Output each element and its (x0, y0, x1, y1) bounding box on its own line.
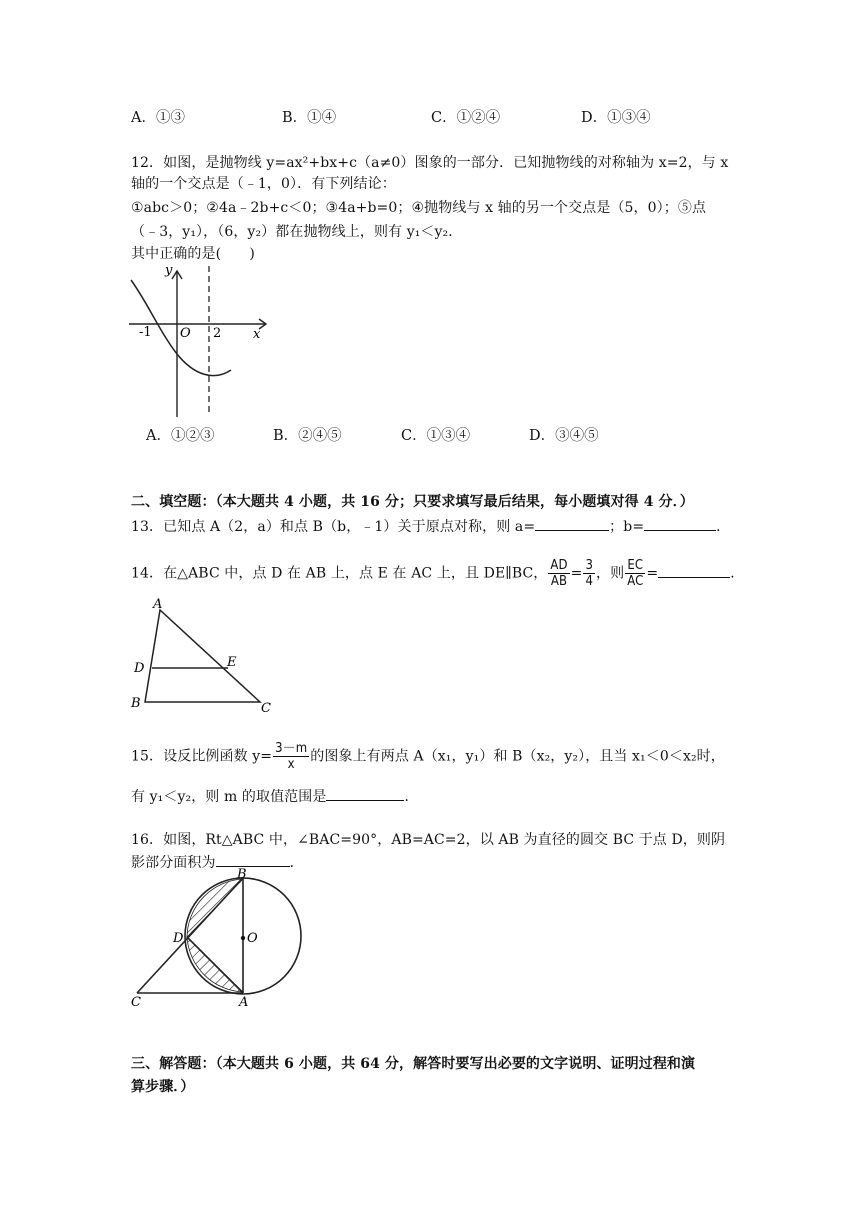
q11-choice-c: C．①②④ (431, 110, 501, 126)
q14-frac1-den: AB (550, 574, 568, 589)
parabola-figure (125, 262, 275, 422)
label-d: D (134, 661, 145, 676)
label-b: B (131, 696, 141, 711)
q15-line2-text: 有 y₁＜y₂，则 m 的取值范围是 (131, 789, 327, 805)
segment-cb (137, 878, 243, 993)
triangle-figure (125, 596, 275, 716)
q13 (131, 516, 730, 536)
section3-heading-line1: 三、解答题：（本大题共 6 小题，共 64 分，解答时要写出必要的文字说明、证明过程和演 (131, 1056, 696, 1072)
q13-sep: ；b= (609, 519, 645, 535)
q15-frac-num: 3－m (275, 741, 308, 756)
q13-blank-b (644, 516, 716, 531)
q12-line3: ①abc＞0；②4a﹣2b+c＜0；③4a+b=0；④抛物线与 x 轴的另一个交点是（5，0）；⑤点 (131, 200, 707, 216)
q14-eq: = (570, 565, 583, 582)
q16-line2-text: 影部分面积为 (131, 855, 216, 871)
q14-mid: ，则 (596, 565, 625, 582)
q12-line1: 12．如图，是抛物线 y=ax²+bx+c（a≠0）图象的一部分．已知抛物线的对称轴为 x=2，与 x (131, 155, 729, 171)
q16-blank (216, 852, 290, 867)
circle-figure (125, 866, 305, 1010)
q13-blank-a (535, 516, 609, 531)
q14-fraction-ec-ac (625, 558, 645, 589)
q15-end: ． (404, 789, 419, 805)
q15-post: 的图象上有两点 A（x₁，y₁）和 B（x₂，y₂），且当 x₁＜0＜x₂时， (310, 748, 725, 765)
q14-frac3-num: EC (625, 558, 645, 574)
label-o: O (247, 931, 258, 946)
y-label: y (165, 263, 173, 278)
q12-choice-a: A．①②③ (146, 428, 215, 444)
center-point (241, 936, 245, 940)
two-label: 2 (213, 326, 222, 341)
q14-fraction-3-4 (583, 558, 595, 589)
label-e: E (227, 655, 237, 670)
q14-frac2-den: 4 (585, 574, 593, 589)
q14-fraction-ad-ab (548, 558, 569, 589)
q12-choice-b: B．②④⑤ (273, 428, 342, 444)
label-d2: D (173, 931, 184, 946)
q15-blank (326, 786, 404, 801)
q12-choice-c: C．①③④ (401, 428, 471, 444)
section3-heading-line2: 算步骤．） (131, 1079, 195, 1095)
q11-choice-b: B．①④ (282, 110, 337, 126)
label-a2: A (239, 995, 249, 1010)
q14-text: 14．在△ABC 中，点 D 在 AB 上，点 E 在 AC 上，且 DE∥BC， (131, 565, 548, 582)
section2-heading: 二、填空题：（本大题共 4 小题，共 16 分；只要求填写最后结果，每小题填对得 4 分．） (131, 494, 694, 510)
q14 (131, 558, 744, 589)
q12-choice-d: D．③④⑤ (529, 428, 599, 444)
q15-line2 (131, 786, 419, 806)
label-c2: C (131, 995, 141, 1010)
q16-line1: 16．如图，Rt△ABC 中，∠BAC=90°，AB=AC=2，以 AB 为直径的圆交 BC 于点 D，则阴 (131, 832, 726, 848)
q15-text: 15．设反比例函数 y= (131, 748, 273, 765)
q15-frac-den: x (287, 757, 295, 772)
q13-text: 13．已知点 A（2，a）和点 B（b，﹣1）关于原点对称，则 a= (131, 519, 536, 535)
triangle-abc (145, 610, 260, 702)
label-a: A (153, 597, 163, 612)
q12-line5: 其中正确的是( ) (131, 246, 255, 262)
label-c: C (261, 701, 271, 716)
x-label: x (253, 327, 261, 342)
q13-end: ． (716, 519, 731, 535)
origin-label: O (180, 326, 191, 341)
q15-fraction (273, 741, 309, 772)
q14-frac1-num: AD (550, 558, 568, 573)
q12-line4: （﹣3，y₁），（6，y₂）都在抛物线上，则有 y₁＜y₂． (131, 224, 463, 240)
q14-end: ． (730, 565, 745, 582)
segment-da (187, 937, 243, 993)
q14-eq2: = (646, 565, 659, 582)
q14-frac2-num: 3 (585, 558, 593, 573)
q11-choice-d: D．①③④ (581, 110, 651, 126)
label-b2: B (237, 867, 247, 882)
q12-line2: 轴的一个交点是（﹣1，0）．有下列结论： (131, 176, 396, 192)
minus-one-label: -1 (139, 325, 152, 340)
q16-end: ． (289, 855, 304, 871)
q14-blank (658, 563, 730, 578)
q15-line1 (131, 741, 725, 772)
q11-choice-a: A．①③ (131, 110, 185, 126)
q14-frac3-den: AC (627, 574, 644, 589)
